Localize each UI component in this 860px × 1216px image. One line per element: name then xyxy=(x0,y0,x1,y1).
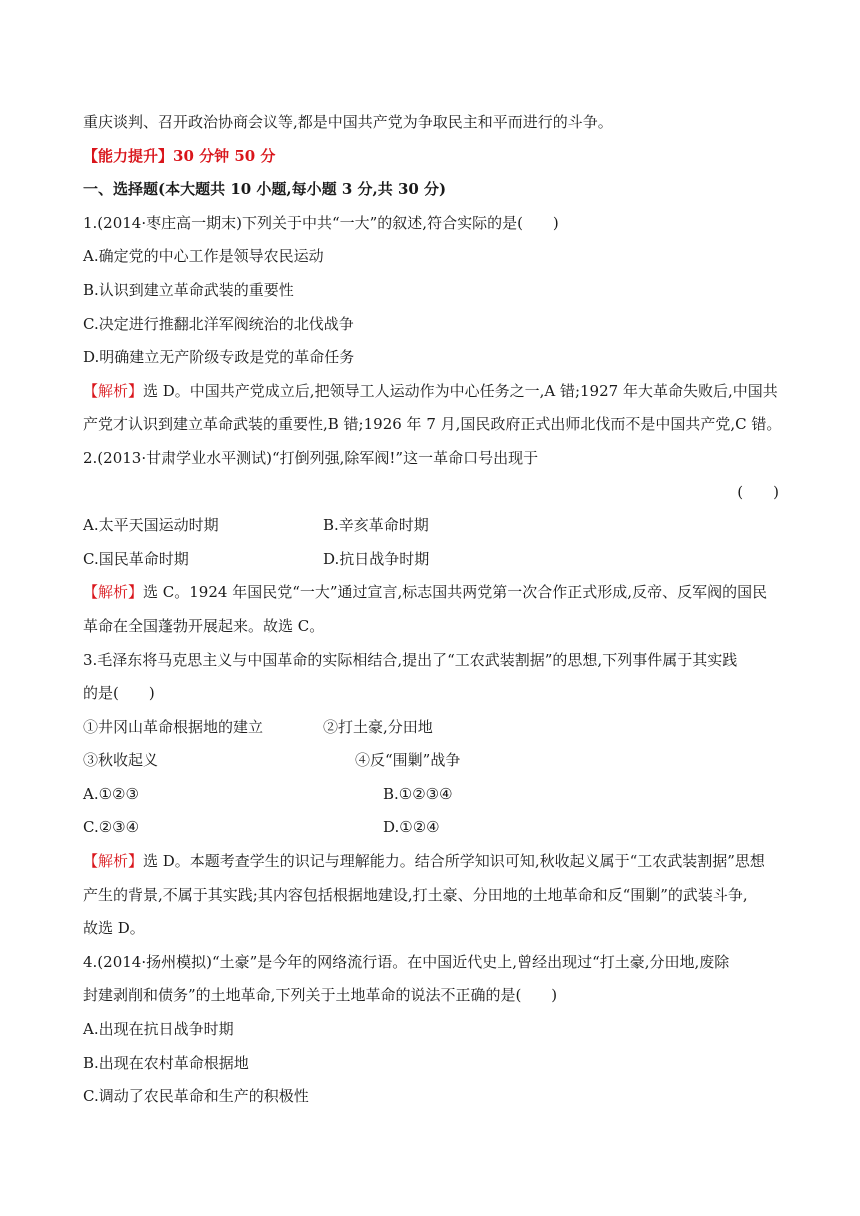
q1-analysis-text-1: 选 D。中国共产党成立后,把领导工人运动作为中心任务之一,A 错;1927 年大革命失败后,中国共 xyxy=(143,381,778,400)
q3-item-3: ③秋收起义 xyxy=(83,751,159,770)
document-page xyxy=(83,106,783,1114)
intro-text: 重庆谈判、召开政治协商会议等,都是中国共产党为争取民主和平而进行的斗争。 xyxy=(83,113,613,131)
q1-option-a: A.确定党的中心工作是领导农民运动 xyxy=(83,247,324,266)
q3-analysis-line-3: 故选 D。 xyxy=(83,919,145,938)
analysis-tag: 【解析】 xyxy=(83,852,144,871)
q1-stem: 1.(2014·枣庄高一期末)下列关于中共“一大”的叙述,符合实际的是( ) xyxy=(83,213,559,232)
q2-option-d: D.抗日战争时期 xyxy=(323,549,430,568)
q3-options-row-1 xyxy=(83,778,783,812)
q2-option-a: A.太平天国运动时期 xyxy=(83,516,219,535)
q4-stem-line-2: 封建剥削和债务”的土地革命,下列关于土地革命的说法不正确的是( ) xyxy=(83,986,558,1005)
q2-option-b: B.辛亥革命时期 xyxy=(323,516,429,535)
section-title: 一、选择题(本大题共 10 小题,每小题 3 分,共 30 分) xyxy=(83,180,447,199)
q2-option-c: C.国民革命时期 xyxy=(83,549,189,568)
q1-analysis-line-2: 产党才认识到建立革命武装的重要性,B 错;1926 年 7 月,国民政府正式出师北伐而不是中国共产党,C 错。 xyxy=(83,415,782,434)
ability-heading xyxy=(83,140,783,174)
q3-stem-line-2: 的是( ) xyxy=(83,684,155,703)
q2-answer-paren: ( ) xyxy=(737,482,779,501)
q3-item-2: ②打土豪,分田地 xyxy=(323,717,433,736)
q2-analysis-text-1: 选 C。1924 年国民党“一大”通过宣言,标志国共两党第一次合作正式形成,反帝、反军阀的国民 xyxy=(143,583,768,602)
q2-analysis-line-1 xyxy=(83,576,783,610)
q1-option-d: D.明确建立无产阶级专政是党的革命任务 xyxy=(83,348,355,367)
q4-option-c: C.调动了农民革命和生产的积极性 xyxy=(83,1087,309,1106)
q2-analysis-line-2: 革命在全国蓬勃开展起来。故选 C。 xyxy=(83,616,325,635)
ability-time: 30 分钟 50 分 xyxy=(173,146,276,165)
q2-options-row-2 xyxy=(83,543,783,577)
q3-analysis-line-1 xyxy=(83,845,783,879)
q4-option-b: B.出现在农村革命根据地 xyxy=(83,1053,249,1072)
q1-analysis-line-1 xyxy=(83,375,783,409)
q3-item-4: ④反“围剿”战争 xyxy=(355,751,461,770)
q3-option-d: D.①②④ xyxy=(383,818,440,837)
q1-option-b: B.认识到建立革命武装的重要性 xyxy=(83,280,294,299)
ability-tag: 【能力提升】 xyxy=(83,146,174,165)
analysis-tag: 【解析】 xyxy=(83,381,144,400)
q3-items-row-1 xyxy=(83,711,783,745)
q3-option-a: A.①②③ xyxy=(83,784,139,803)
q4-option-a: A.出现在抗日战争时期 xyxy=(83,1020,234,1039)
q3-stem-line-1: 3.毛泽东将马克思主义与中国革命的实际相结合,提出了“工农武装割据”的思想,下列事件属于其实践 xyxy=(83,650,738,669)
q3-option-b: B.①②③④ xyxy=(383,784,453,803)
analysis-tag: 【解析】 xyxy=(83,583,144,602)
q3-items-row-2 xyxy=(83,744,783,778)
q3-option-c: C.②③④ xyxy=(83,818,140,837)
q3-analysis-text-1: 选 D。本题考查学生的识记与理解能力。结合所学知识可知,秋收起义属于“工农武装割据”思想 xyxy=(143,852,765,871)
q2-stem: 2.(2013·甘肃学业水平测试)“打倒列强,除军阀!”这一革命口号出现于 xyxy=(83,448,539,467)
q3-options-row-2 xyxy=(83,811,783,845)
q2-options-row-1 xyxy=(83,509,783,543)
q3-item-1: ①井冈山革命根据地的建立 xyxy=(83,717,264,736)
q3-analysis-line-2: 产生的背景,不属于其实践;其内容包括根据地建设,打土豪、分田地的土地革命和反“围剿”的武装斗争, xyxy=(83,885,748,904)
q4-stem-line-1: 4.(2014·扬州模拟)“土豪”是今年的网络流行语。在中国近代史上,曾经出现过“打土豪,分田地,废除 xyxy=(83,952,730,971)
q1-option-c: C.决定进行推翻北洋军阀统治的北伐战争 xyxy=(83,314,354,333)
